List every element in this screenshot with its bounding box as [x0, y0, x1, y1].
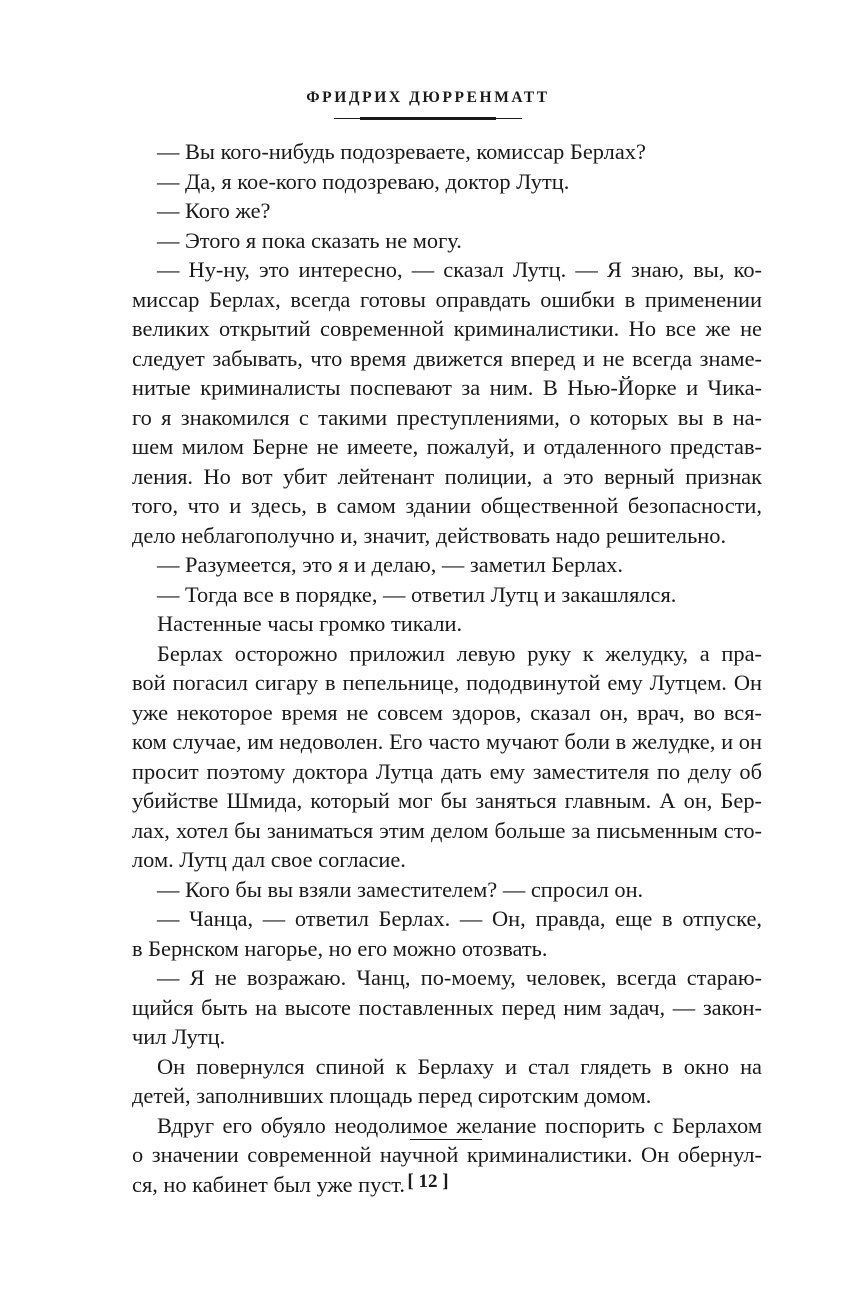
- text-line: — Тогда все в порядке, — ответил Лутц и закашлялся.: [157, 581, 677, 607]
- text-line: — Кого же?: [157, 198, 271, 223]
- text-line: Вдруг его обуяло неодолимое желание поспорить с Берлахом: [157, 1112, 762, 1138]
- text-line: лом. Лутц дал свое согласие.: [132, 847, 406, 872]
- text-line: лах, хотел бы заниматься этим делом больше за письменным сто-: [132, 817, 762, 843]
- text-line: убийстве Шмида, который мог бы заняться главным. А он, Бер-: [132, 788, 762, 813]
- text-line: миссар Берлах, всегда готовы оправдать ошибки в применении: [132, 286, 762, 312]
- footer-rule: [410, 1139, 482, 1140]
- text-line: — Ну-ну, это интересно, — сказал Лутц. — Я знаю, вы, ко-: [157, 257, 762, 282]
- running-head: ФРИДРИХ ДЮРРЕНМАТТ: [306, 89, 550, 106]
- text-line: — Вы кого-нибудь подозреваете, комиссар Берлах?: [157, 139, 646, 164]
- text-line: в Бернском нагорье, но его можно отозвать.: [132, 935, 548, 961]
- text-line: великих открытий современной криминалистики. Но все же не: [132, 316, 762, 341]
- text-line: ся, но кабинет был уже пуст.: [132, 1171, 405, 1197]
- text-line: — Чанца, — ответил Берлах. — Он, правда, еще в отпуске,: [157, 906, 762, 931]
- page-number: [ 12 ]: [407, 1171, 449, 1192]
- text-line: нитые криминалисты поспевают за ним. В Нью-Йорке и Чика-: [132, 375, 762, 400]
- header-rule: [360, 117, 496, 120]
- text-line: дело неблагополучно и, значит, действовать надо решительно.: [132, 522, 727, 548]
- text-line: — Да, я кое-кого подозреваю, доктор Лутц.: [157, 168, 570, 194]
- text-line: щийся быть на высоте поставленных перед ним задач, — закон-: [132, 994, 762, 1020]
- text-line: чил Лутц.: [132, 1024, 226, 1049]
- text-line: просит поэтому доктора Лутца дать ему заместителя по делу об: [132, 758, 762, 784]
- text-line: Он повернулся спиной к Берлаху и стал глядеть в окно на: [157, 1053, 762, 1079]
- text-line: Настенные часы громко тикали.: [157, 611, 463, 636]
- text-line: о значении современной научной криминалистики. Он обернул-: [132, 1142, 762, 1167]
- body-text: [132, 137, 762, 1199]
- text-line: го я знакомился с такими преступлениями, о которых вы в на-: [132, 404, 762, 430]
- text-line: вой погасил сигару в пепельнице, пододвинутой ему Лутцем. Он: [132, 670, 762, 695]
- text-line: Берлах осторожно приложил левую руку к желудку, а пра-: [157, 640, 762, 666]
- text-line: — Я не возражаю. Чанц, по-моему, человек, всегда стараю-: [157, 965, 762, 990]
- text-line: — Кого бы вы взяли заместителем? — спросил он.: [157, 876, 644, 902]
- text-line: — Разумеется, это я и делаю, — заметил Берлах.: [157, 552, 623, 577]
- text-line: уже некоторое время не совсем здоров, сказал он, врач, во вся-: [132, 699, 762, 725]
- text-line: — Этого я пока сказать не могу.: [157, 227, 462, 253]
- text-line: шем милом Берне не имеете, пожалуй, и отдаленного представ-: [132, 434, 762, 459]
- text-line: того, что и здесь, в самом здании общественной безопасности,: [132, 493, 762, 518]
- text-line: следует забывать, что время движется вперед и не всегда знаме-: [132, 345, 762, 371]
- text-line: ком случае, им недоволен. Его часто мучают боли в желудке, и он: [132, 729, 762, 754]
- text-line: ления. Но вот убит лейтенант полиции, а это верный признак: [132, 463, 762, 489]
- text-line: детей, заполнивших площадь перед сиротским домом.: [132, 1083, 652, 1108]
